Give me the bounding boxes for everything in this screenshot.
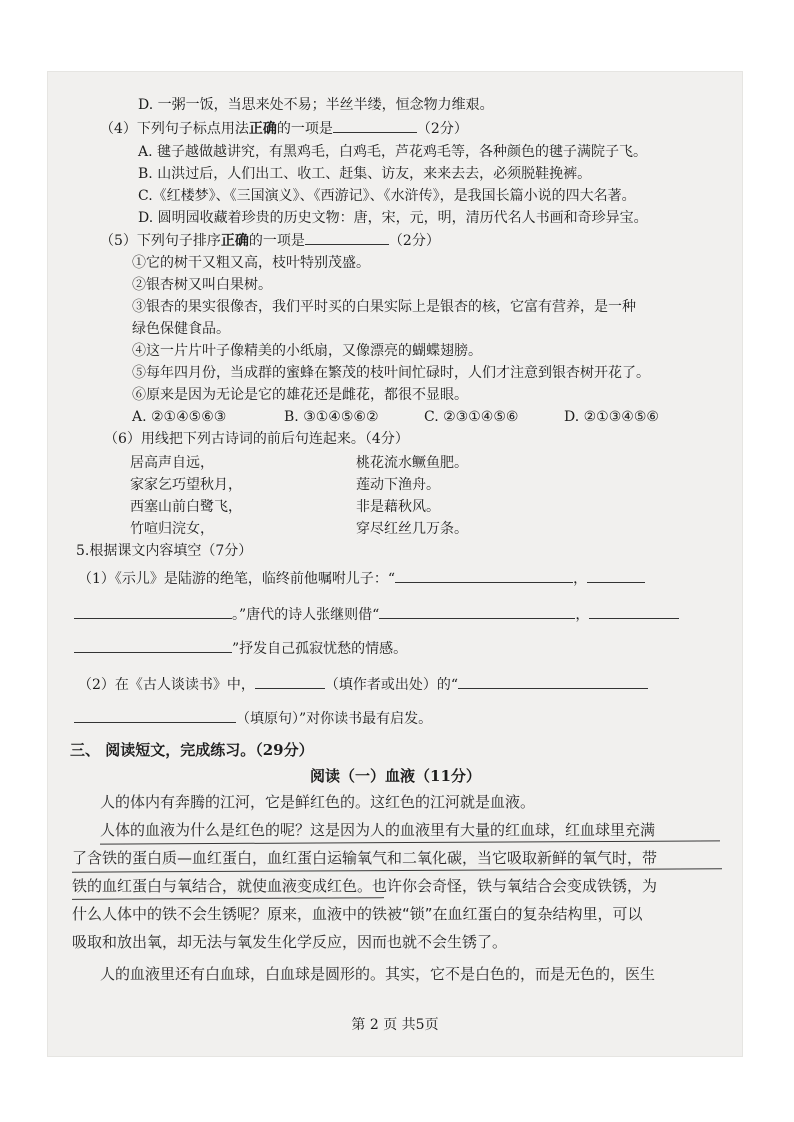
- q6-right-4[interactable]: 穿尽红丝几万条。: [356, 521, 468, 537]
- q6-left-3[interactable]: 西塞山前白鹭飞，: [130, 499, 242, 515]
- fill-2-text-a: （2）在《古人谈读书》中，: [78, 677, 255, 693]
- exam-page: [48, 72, 742, 1056]
- q3-option-d: D. 一粥一饭，当思来处不易；半丝半缕，恒念物力维艰。: [138, 97, 494, 113]
- q6-left-1[interactable]: 居高声自远，: [130, 455, 214, 471]
- fill-2-text-c: （填原句）”对你读书最有启发。: [236, 711, 433, 727]
- page-footer: 第 2 页 共5页: [351, 1017, 439, 1033]
- section-3-heading: 三、 阅读短文，完成练习。（29分）: [70, 741, 314, 759]
- q5-option-c: C. ②③①④⑤⑥: [424, 409, 519, 425]
- q5-sentence-2: ②银杏树又叫白果树。: [132, 277, 272, 293]
- q5-sentence-4: ④这一片片叶子像精美的小纸扇，又像漂亮的蝴蝶翅膀。: [132, 343, 482, 359]
- fill-1-blank-1[interactable]: [395, 568, 573, 583]
- q5-sentence-3: ③银杏的果实很像杏，我们平时买的白果实际上是银杏的核，它富有营养，是一种: [132, 299, 636, 315]
- reading-para-2-line-5: 吸取和放出氧，却无法与氧发生化学反应，因而也就不会生锈了。: [72, 933, 508, 951]
- fill-1-blank-6[interactable]: [74, 638, 232, 653]
- fill-section-title: 5.根据课文内容填空（7分）: [76, 543, 253, 559]
- q6-right-1[interactable]: 桃花流水鳜鱼肥。: [356, 455, 468, 471]
- reading-para-2-line-3a: 铁的血红蛋白与氧结合，就使血液变成红色。: [72, 877, 373, 895]
- fill-1-blank-5[interactable]: [589, 604, 679, 619]
- q5-score: （2分）: [388, 233, 440, 249]
- fill-1-line-3: [74, 638, 407, 659]
- fill-1-line-2: [74, 604, 679, 625]
- fill-1-text-d: ，: [575, 607, 590, 623]
- q4-score: （2分）: [416, 121, 468, 137]
- q5-option-b: B. ③①④⑤⑥②: [284, 409, 379, 425]
- q5-sentence-6: ⑥原来是因为无论是它的雄花还是雌花，都很不显眼。: [132, 387, 468, 403]
- q5-stem-text: （5）下列句子排序: [100, 233, 221, 249]
- q4-stem-emphasis: 正确: [248, 121, 277, 137]
- fill-2-line-2: [74, 708, 432, 729]
- fill-2-blank-2[interactable]: [458, 674, 648, 689]
- fill-2-blank-3[interactable]: [74, 708, 236, 723]
- q6-right-2[interactable]: 莲动下渔舟。: [356, 477, 440, 493]
- reading-para-3: 人的血液里还有白血球，白血球是圆形的。其实，它不是白色的，而是无色的，医生: [100, 965, 656, 983]
- reading-1-title: 阅读（一）血液（11分）: [310, 767, 481, 785]
- q6-left-4[interactable]: 竹喧归浣女，: [130, 521, 214, 537]
- q5-option-a: A. ②①④⑤⑥③: [132, 409, 227, 425]
- fill-1-blank-4[interactable]: [379, 604, 575, 619]
- fill-2-line-1: [78, 674, 648, 695]
- q6-stem: （6）用线把下列古诗词的前后句连起来。（4分）: [104, 431, 409, 447]
- q4-option-d: D. 圆明园收藏着珍贵的历史文物：唐，宋，元，明，清历代名人书画和奇珍异宝。: [138, 210, 648, 226]
- q5-answer-blank[interactable]: [305, 230, 389, 245]
- q4-stem-text: （4）下列句子标点用法: [100, 121, 249, 137]
- reading-para-2-line-3: [72, 876, 657, 896]
- fill-1-line-1: [78, 568, 645, 589]
- underline-2: [72, 868, 722, 872]
- fill-1-blank-2[interactable]: [587, 568, 645, 583]
- q4-option-c: C.《红楼梦》、《三国演义》、《西游记》、《水浒传》，是我国长篇小说的四大名著。: [138, 188, 636, 204]
- q5-stem: [100, 230, 440, 251]
- reading-para-1: 人的体内有奔腾的江河，它是鲜红色的。这红色的江河就是血液。: [100, 793, 536, 811]
- q4-answer-blank[interactable]: [333, 118, 417, 133]
- underline-1: [100, 840, 720, 844]
- q5-sentence-5: ⑤每年四月份，当成群的蜜蜂在繁茂的枝叶间忙碌时，人们才注意到银杏树开花了。: [132, 365, 650, 381]
- q4-stem-text-2: 的一项是: [276, 121, 333, 137]
- fill-2-blank-1[interactable]: [255, 674, 325, 689]
- q5-option-d: D. ②①③④⑤⑥: [564, 409, 659, 425]
- fill-1-text-b: ，: [573, 571, 588, 587]
- reading-para-2-line-2: 了含铁的蛋白质—血红蛋白，血红蛋白运输氧气和二氧化碳，当它吸取新鲜的氧气时，带: [72, 849, 658, 867]
- fill-2-text-b: （填作者或出处）的“: [324, 677, 459, 693]
- underline-3: [72, 897, 384, 900]
- q6-left-2[interactable]: 家家乞巧望秋月，: [130, 477, 242, 493]
- fill-1-text-a: （1）《示儿》是陆游的绝笔，临终前他嘱咐儿子：“: [78, 571, 396, 587]
- fill-1-text-c: 。”唐代的诗人张继则借“: [232, 607, 380, 623]
- q5-sentence-1: ①它的树干又粗又高，枝叶特别茂盛。: [132, 255, 370, 271]
- q5-stem-text-2: 的一项是: [248, 233, 305, 249]
- fill-1-text-e: ”抒发自己孤寂忧愁的情感。: [232, 641, 408, 657]
- reading-para-2-line-4: 什么人体中的铁不会生锈呢？原来，血液中的铁被“锁”在血红蛋白的复杂结构里，可以: [72, 905, 643, 923]
- q5-stem-emphasis: 正确: [220, 233, 249, 249]
- q4-option-b: B. 山洪过后，人们出工、收工、赶集、访友，来来去去，必须脱鞋挽裤。: [138, 166, 592, 182]
- q6-right-3[interactable]: 非是藉秋风。: [356, 499, 440, 515]
- reading-para-2-line-3b: 也许你会奇怪，铁与氧结合会变成铁锈，为: [372, 877, 658, 895]
- q4-stem: [100, 118, 468, 139]
- reading-para-2-line-1: 人体的血液为什么是红色的呢？这是因为人的血液里有大量的红血球，红血球里充满: [100, 821, 656, 839]
- q4-option-a: A. 毽子越做越讲究，有黑鸡毛，白鸡毛，芦花鸡毛等，各种颜色的毽子满院子飞。: [138, 144, 648, 160]
- q5-sentence-3-cont: 绿色保健食品。: [132, 321, 230, 337]
- fill-1-blank-3[interactable]: [74, 604, 232, 619]
